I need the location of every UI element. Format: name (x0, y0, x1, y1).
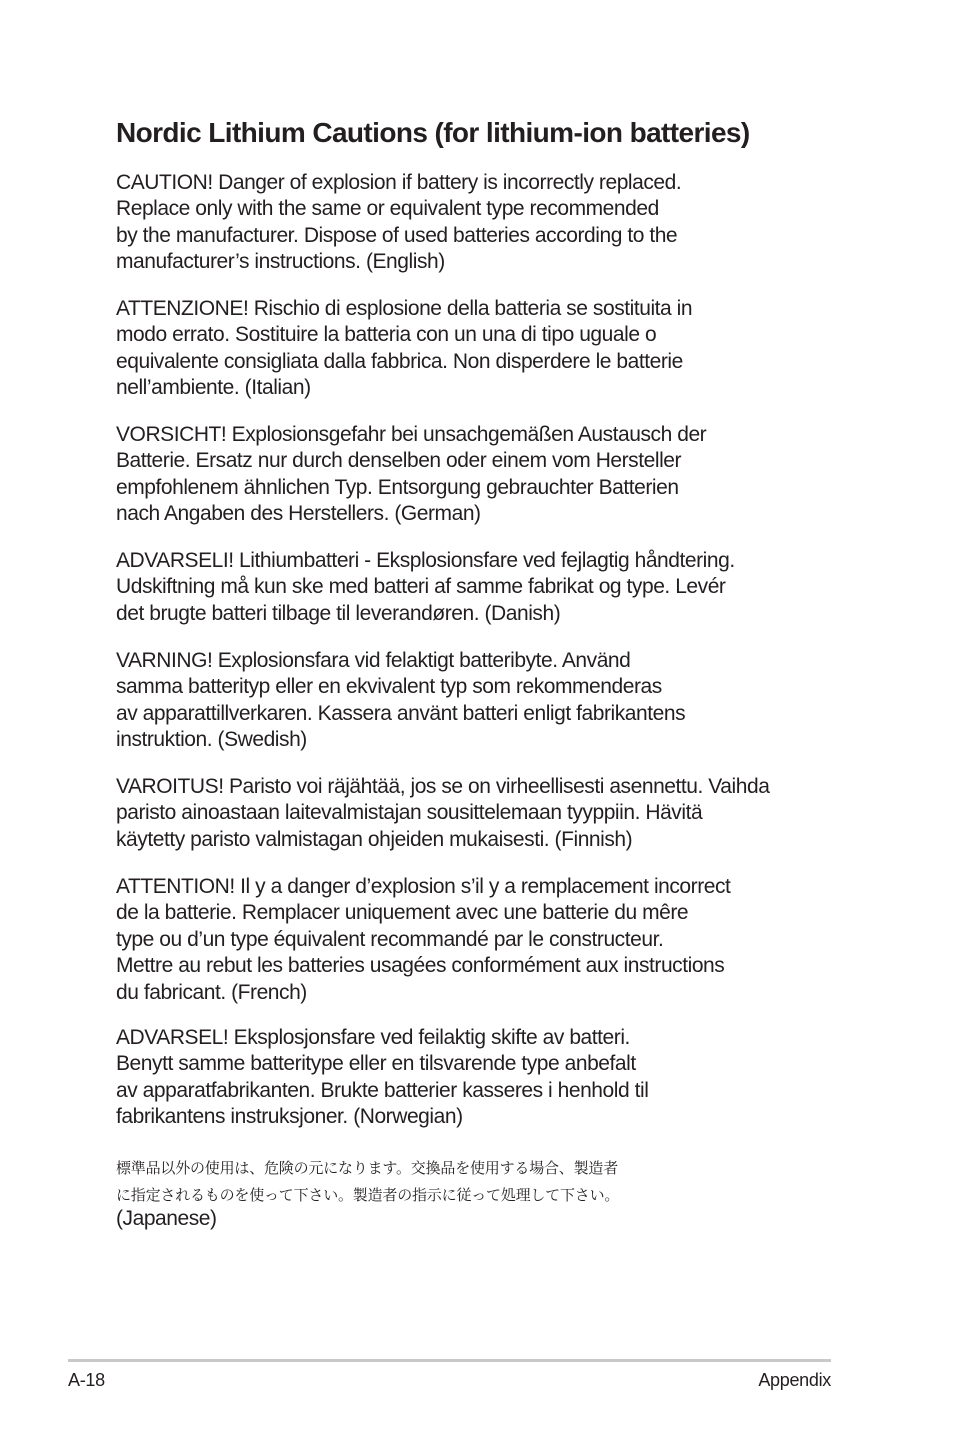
text-line: Replace only with the same or equivalent type recommended (116, 197, 659, 221)
caution-german (116, 422, 706, 528)
page-number: A-18 (68, 1370, 105, 1390)
section-name: Appendix (758, 1370, 831, 1390)
text-line: manufacturer’s instructions. (English) (116, 250, 445, 274)
text-line: CAUTION! Danger of explosion if battery is incorrectly replaced. (116, 171, 682, 194)
text-line: det brugte batteri tilbage til leverandøren. (Danish) (116, 601, 561, 625)
text-line: instruktion. (Swedish) (116, 728, 307, 752)
text-line: VARNING! Explosionsfara vid felaktigt batteribyte. Använd (116, 649, 631, 672)
caution-danish (116, 548, 735, 627)
text-line: equivalente consigliata dalla fabbrica. Non disperdere le batterie (116, 349, 683, 373)
text-line: modo errato. Sostituire la batteria con un una di tipo uguale o (116, 323, 657, 347)
caution-swedish (116, 648, 685, 754)
text-line: av apparattillverkaren. Kassera använt batteri enligt fabrikantens (116, 701, 686, 725)
text-line: Udskiftning må kun ske med batteri af samme fabrikat og type. Levér (116, 575, 726, 599)
text-line: de la batterie. Remplacer uniquement avec une batterie du mêre (116, 901, 689, 925)
text-line: type ou d’un type équivalent recommandé par le constructeur. (116, 927, 664, 951)
page-title: Nordic Lithium Cautions (for lithium-ion batteries) (116, 117, 750, 148)
text-line: Mettre au rebut les batteries usagées conformément aux instructions (116, 954, 725, 978)
text-line: empfohlenem ähnlichen Typ. Entsorgung gebrauchter Batterien (116, 475, 679, 499)
text-line: 標準品以外の使用は、危険の元になります。交換品を使用する場合、製造者 (116, 1159, 619, 1177)
text-line: paristo ainoastaan laitevalmistajan sousittelemaan tyyppiin. Hävitä (116, 801, 703, 825)
caution-english (116, 170, 681, 276)
text-line: by the manufacturer. Dispose of used batteries according to the (116, 223, 678, 247)
caution-french (116, 874, 730, 1006)
text-line: käytetty paristo valmistagan ohjeiden mukaisesti. (Finnish) (116, 827, 633, 851)
text-line: samma batterityp eller en ekvivalent typ som rekommenderas (116, 675, 662, 699)
text-line: Batterie. Ersatz nur durch denselben oder einem vom Hersteller (116, 449, 682, 473)
caution-norwegian (116, 1025, 648, 1131)
text-line: nell’ambiente. (Italian) (116, 376, 311, 400)
text-line: ATTENZIONE! Rischio di esplosione della batteria se sostituita in (116, 297, 693, 320)
text-line: av apparatfabrikanten. Brukte batterier kasseres i henhold til (116, 1078, 649, 1102)
text-line: に指定されるものを使って下さい。製造者の指示に従って処理して下さい。 (116, 1186, 620, 1204)
text-line: ADVARSELI! Lithiumbatteri - Eksplosionsfare ved fejlagtig håndtering. (116, 549, 735, 572)
japanese-language-label: (Japanese) (116, 1207, 217, 1230)
text-line: ADVARSEL! Eksplosjonsfare ved feilaktig skifte av batteri. (116, 1026, 630, 1049)
text-line: Benytt samme batteritype eller en tilsvarende type anbefalt (116, 1052, 636, 1076)
footer-divider (68, 1359, 831, 1362)
text-line: VORSICHT! Explosionsgefahr bei unsachgemäßen Austausch der (116, 423, 707, 446)
text-line: du fabricant. (French) (116, 980, 307, 1004)
caution-japanese (116, 1155, 619, 1209)
text-line: ATTENTION! Il y a danger d’explosion s’il y a remplacement incorrect (116, 875, 731, 898)
text-line: fabrikantens instruksjoner. (Norwegian) (116, 1105, 463, 1129)
caution-italian (116, 296, 692, 402)
caution-finnish (116, 774, 769, 853)
text-line: nach Angaben des Herstellers. (German) (116, 502, 481, 526)
text-line: VAROITUS! Paristo voi räjähtää, jos se on virheellisesti asennettu. Vaihda (116, 775, 770, 798)
